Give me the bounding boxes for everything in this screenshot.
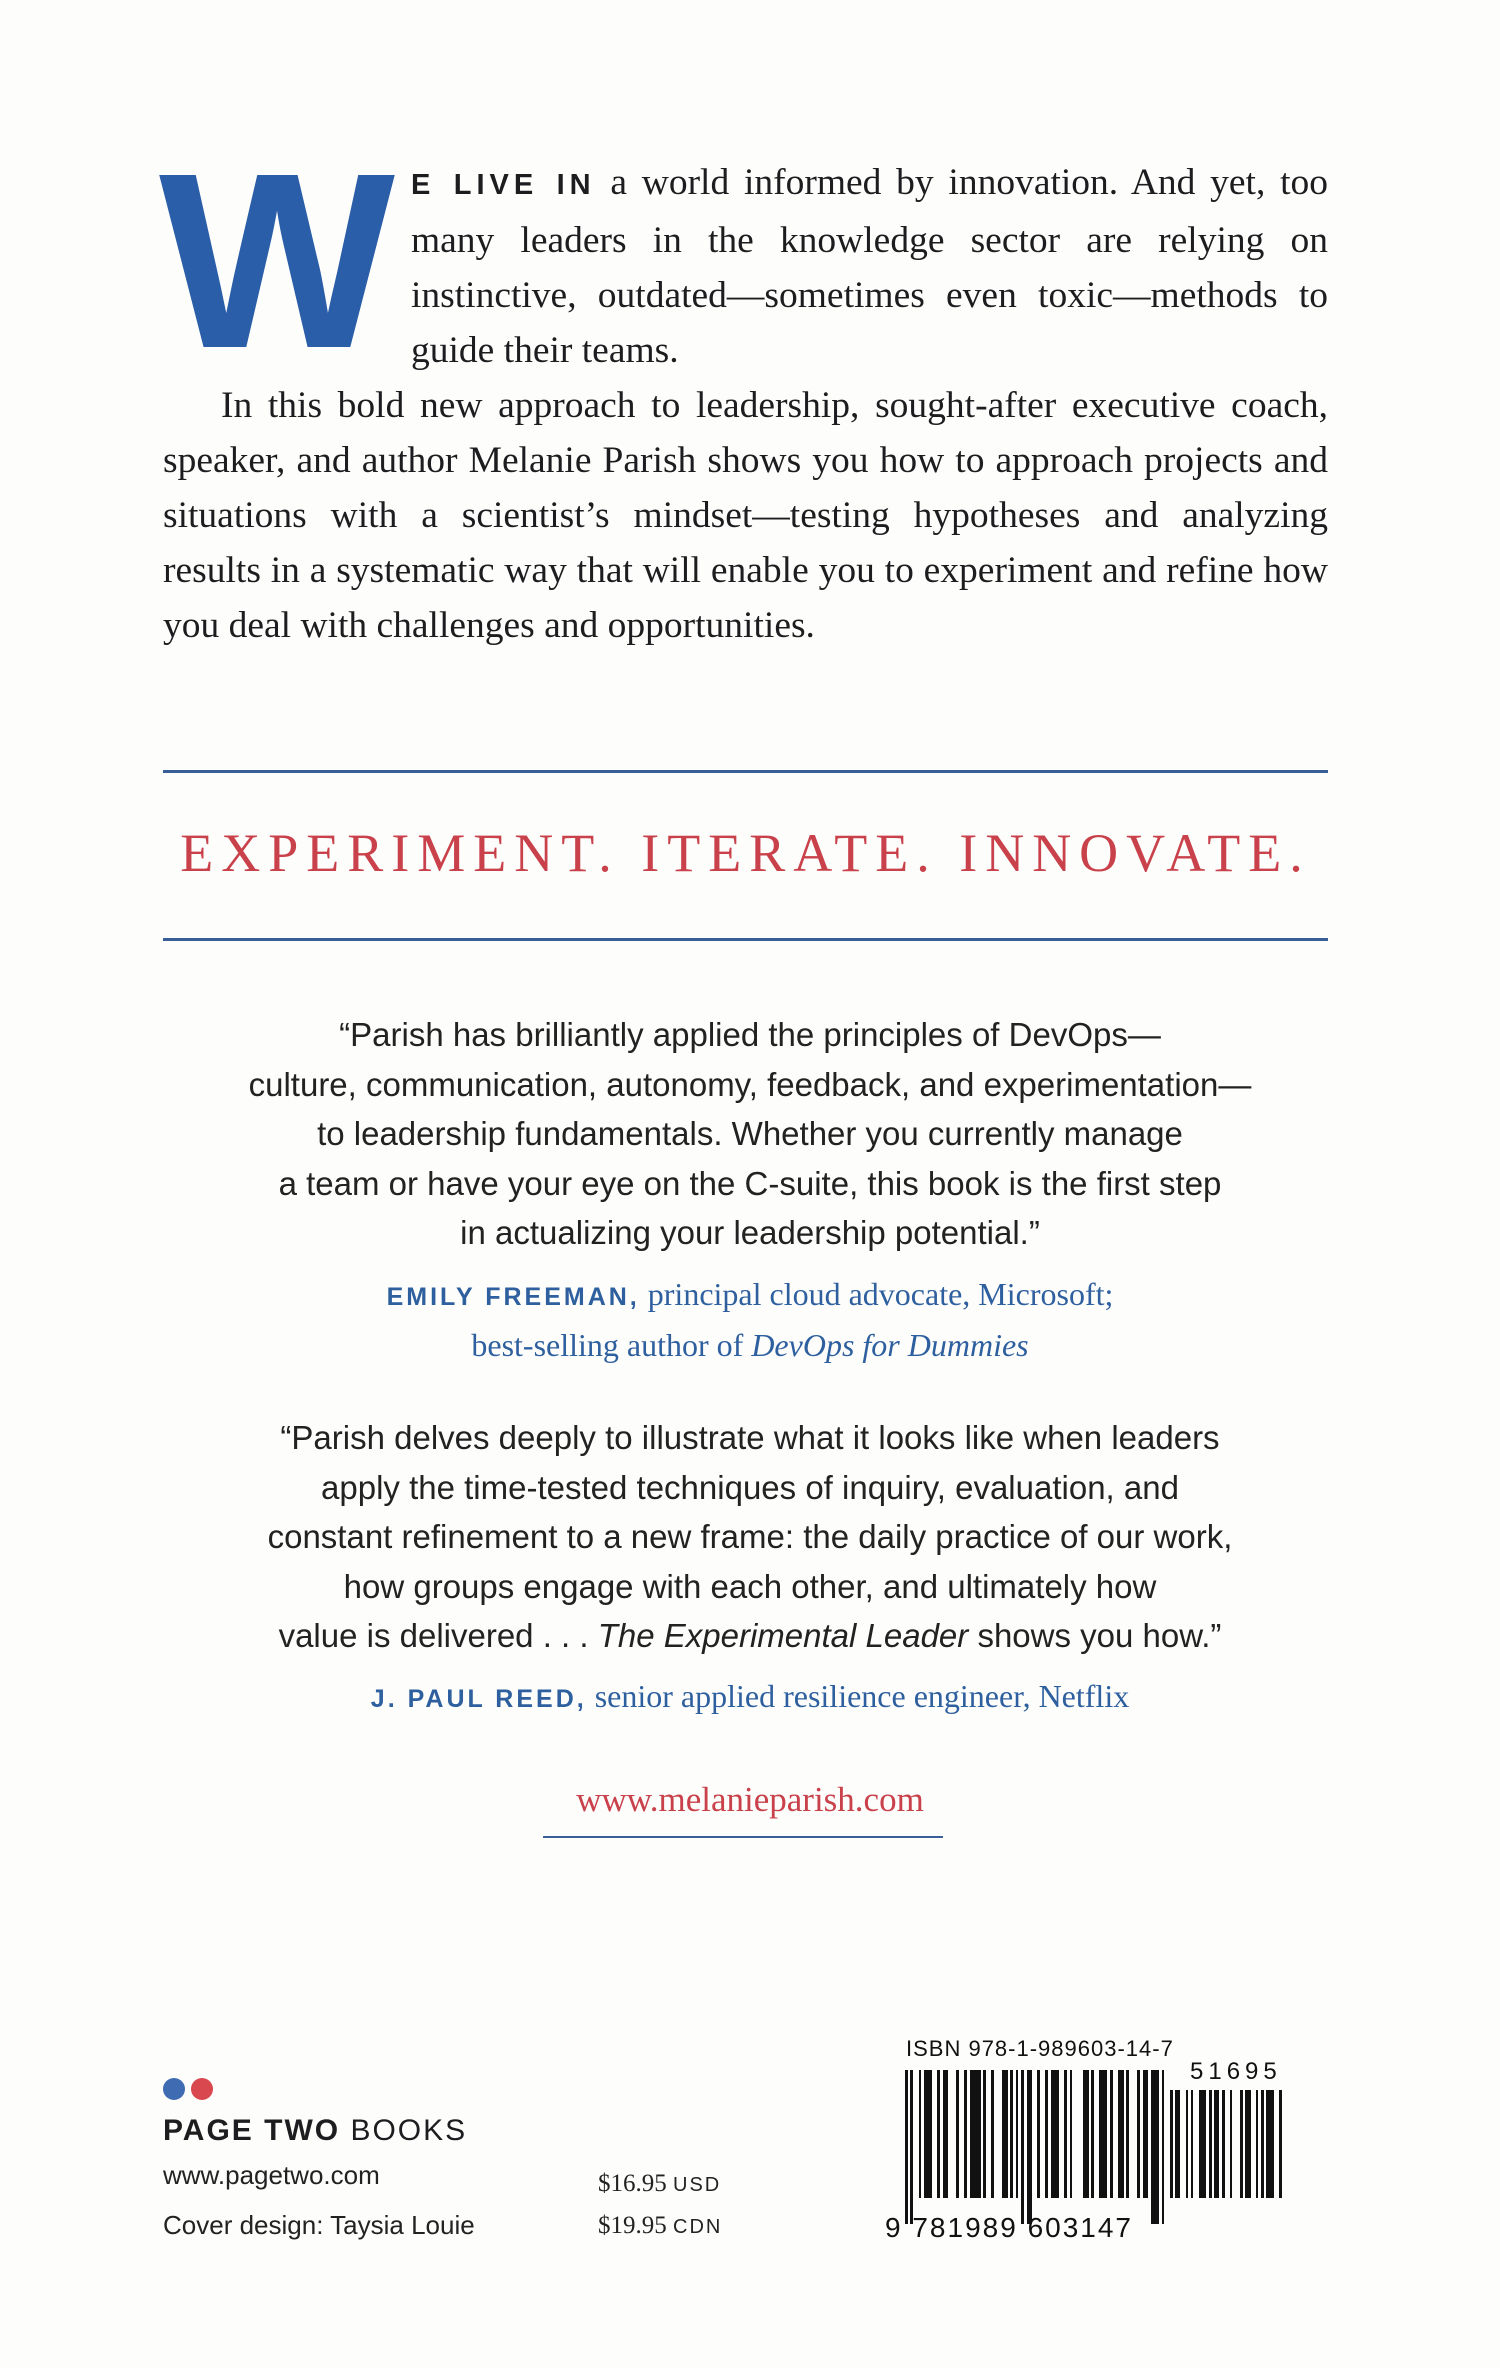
testimonial-quote-2 (140, 1413, 1360, 1661)
barcode-bar (956, 2070, 959, 2198)
barcode-bar (970, 2070, 981, 2198)
barcode-bar (1010, 2070, 1013, 2198)
barcode-bar (1021, 2070, 1024, 2224)
barcode-bar (1186, 2090, 1189, 2198)
barcode-bar (1137, 2070, 1140, 2198)
barcode-bar (1162, 2070, 1165, 2224)
barcode-bar (1214, 2090, 1219, 2198)
quote-line: to leadership fundamentals. Whether you currently manage (317, 1115, 1183, 1152)
isbn-label: ISBN 978-1-989603-14-7 (906, 2036, 1174, 2061)
price-cdn (598, 2212, 722, 2240)
barcode-bar (1151, 2070, 1159, 2224)
quote-last-prefix: value is delivered . . . (278, 1617, 589, 1654)
quote-line: in actualizing your leadership potential.” (460, 1214, 1040, 1251)
barcode-bar (1045, 2070, 1048, 2198)
url-underline (543, 1836, 943, 1838)
divider-top (163, 770, 1328, 773)
quote-last-suffix: shows you how.” (977, 1617, 1222, 1654)
attribution-name: EMILY FREEMAN, (386, 1283, 640, 1311)
tagline: EXPERIMENT. ITERATE. INNOVATE. (180, 823, 1311, 883)
quote-line: how groups engage with each other, and ultimately how (343, 1567, 1157, 1605)
quote-line: apply the time-tested techniques of inquiry, evaluation, and (321, 1468, 1179, 1506)
barcode-addon-digits: 51695 (1190, 2058, 1282, 2085)
barcode-bar (1118, 2070, 1123, 2198)
intro-paragraph-1-text: a world informed by innovation. And yet, too many leaders in the knowledge sector are relying on instinctive, outdated—sometimes even toxic—methods to guide their teams. (410, 162, 1329, 371)
testimonial-attribution-2 (140, 1672, 1360, 1723)
barcode-bar (1261, 2090, 1264, 2198)
price-usd (598, 2170, 721, 2198)
barcode-bar (905, 2070, 908, 2224)
attribution-role: senior applied resilience engineer, Netflix (594, 1678, 1130, 1714)
attribution-role-prefix: best-selling author of (471, 1327, 744, 1363)
barcode-bar (1175, 2090, 1180, 2198)
barcode-bar (1170, 2090, 1173, 2198)
barcode-bar (1279, 2090, 1282, 2198)
barcode-digits: 9 781989 603147 (885, 2212, 1133, 2243)
red-dot-icon (191, 2078, 213, 2100)
testimonial-quote-1 (140, 1010, 1360, 1258)
author-website-link[interactable]: www.melanieparish.com (576, 1780, 924, 1819)
quote-line: “Parish delves deeply to illustrate what it looks like when leaders (280, 1419, 1220, 1456)
barcode-bar (1256, 2090, 1259, 2198)
barcode-bar (1099, 2070, 1107, 2198)
barcode-bar (937, 2070, 940, 2198)
barcode-bar (1070, 2070, 1073, 2198)
barcode-bar (1230, 2090, 1233, 2198)
quote-line (140, 1611, 1360, 1661)
barcode-bar (1037, 2070, 1040, 2198)
barcode-bar (1266, 2090, 1274, 2198)
quote-line: a team or have your eye on the C-suite, this book is the first step (278, 1164, 1222, 1202)
attribution-book-title: DevOps for Dummies (751, 1327, 1029, 1363)
barcode-bar (943, 2070, 948, 2198)
barcode-bar (991, 2070, 994, 2198)
blue-dot-icon (163, 2078, 185, 2100)
barcode-bar (1240, 2090, 1243, 2198)
intro-paragraph-2: In this bold new approach to leadership, sought-after executive coach, speaker, and author Melanie Parish shows you how to approach projects and situations with a scientist’s mindset—testing hypotheses and analyzing results in a systematic way that will enable you to experiment and refine how you deal with challenges and opportunities. (163, 385, 1328, 646)
price-usd-currency: USD (673, 2174, 722, 2196)
barcode-bar (1191, 2090, 1194, 2198)
barcode-bar (1126, 2070, 1129, 2198)
testimonial-attribution-1 (140, 1270, 1360, 1369)
intro-text (159, 121, 1329, 653)
cover-design-credit: Cover design: Taysia Louie (163, 2210, 475, 2240)
attribution-line (140, 1321, 1360, 1369)
barcode-bar (1222, 2090, 1225, 2198)
price-usd-amount: $16.95 (598, 2170, 667, 2197)
barcode-bar (924, 2070, 932, 2198)
barcode-bar (1064, 2070, 1067, 2198)
publisher-name-bold: PAGE TWO (163, 2114, 341, 2147)
price-cdn-currency: CDN (673, 2216, 723, 2238)
attribution-role: principal cloud advocate, Microsoft; (647, 1276, 1114, 1312)
publisher-name-light: BOOKS (350, 2114, 468, 2147)
drop-cap: W (159, 121, 389, 400)
quote-book-title: The Experimental Leader (597, 1617, 969, 1654)
barcode-bar (1110, 2070, 1113, 2198)
publisher-logo-dots (163, 2078, 219, 2105)
attribution-name: J. PAUL REED, (370, 1685, 587, 1713)
barcode-bar (1002, 2070, 1007, 2198)
barcode-bar (919, 2070, 922, 2198)
barcode-bar (910, 2070, 913, 2224)
lead-caps: E LIVE IN (410, 169, 596, 201)
quote-line: constant refinement to a new frame: the daily practice of our work, (267, 1518, 1233, 1555)
barcode-bar (1245, 2090, 1250, 2198)
barcode-bar (1199, 2090, 1207, 2198)
publisher-name (163, 2114, 467, 2148)
barcode-addon-icon (1170, 2090, 1300, 2198)
divider-bottom (163, 938, 1328, 941)
attribution-line (140, 1270, 1360, 1321)
barcode-bar (983, 2070, 986, 2198)
barcode-bar (1051, 2070, 1059, 2198)
barcode-bar (1027, 2070, 1032, 2224)
barcode-icon (905, 2070, 1161, 2198)
price-cdn-amount: $19.95 (598, 2212, 667, 2239)
barcode-bar (1209, 2090, 1212, 2198)
barcode-bar (964, 2070, 967, 2198)
barcode-bar (1083, 2070, 1088, 2198)
publisher-website[interactable]: www.pagetwo.com (163, 2160, 380, 2190)
quote-line: culture, communication, autonomy, feedback, and experimentation— (248, 1065, 1252, 1103)
quote-line: “Parish has brilliantly applied the principles of DevOps— (339, 1016, 1161, 1053)
barcode-bar (1091, 2070, 1094, 2198)
barcode-bar (1143, 2070, 1148, 2198)
barcode-bar (1016, 2070, 1019, 2198)
